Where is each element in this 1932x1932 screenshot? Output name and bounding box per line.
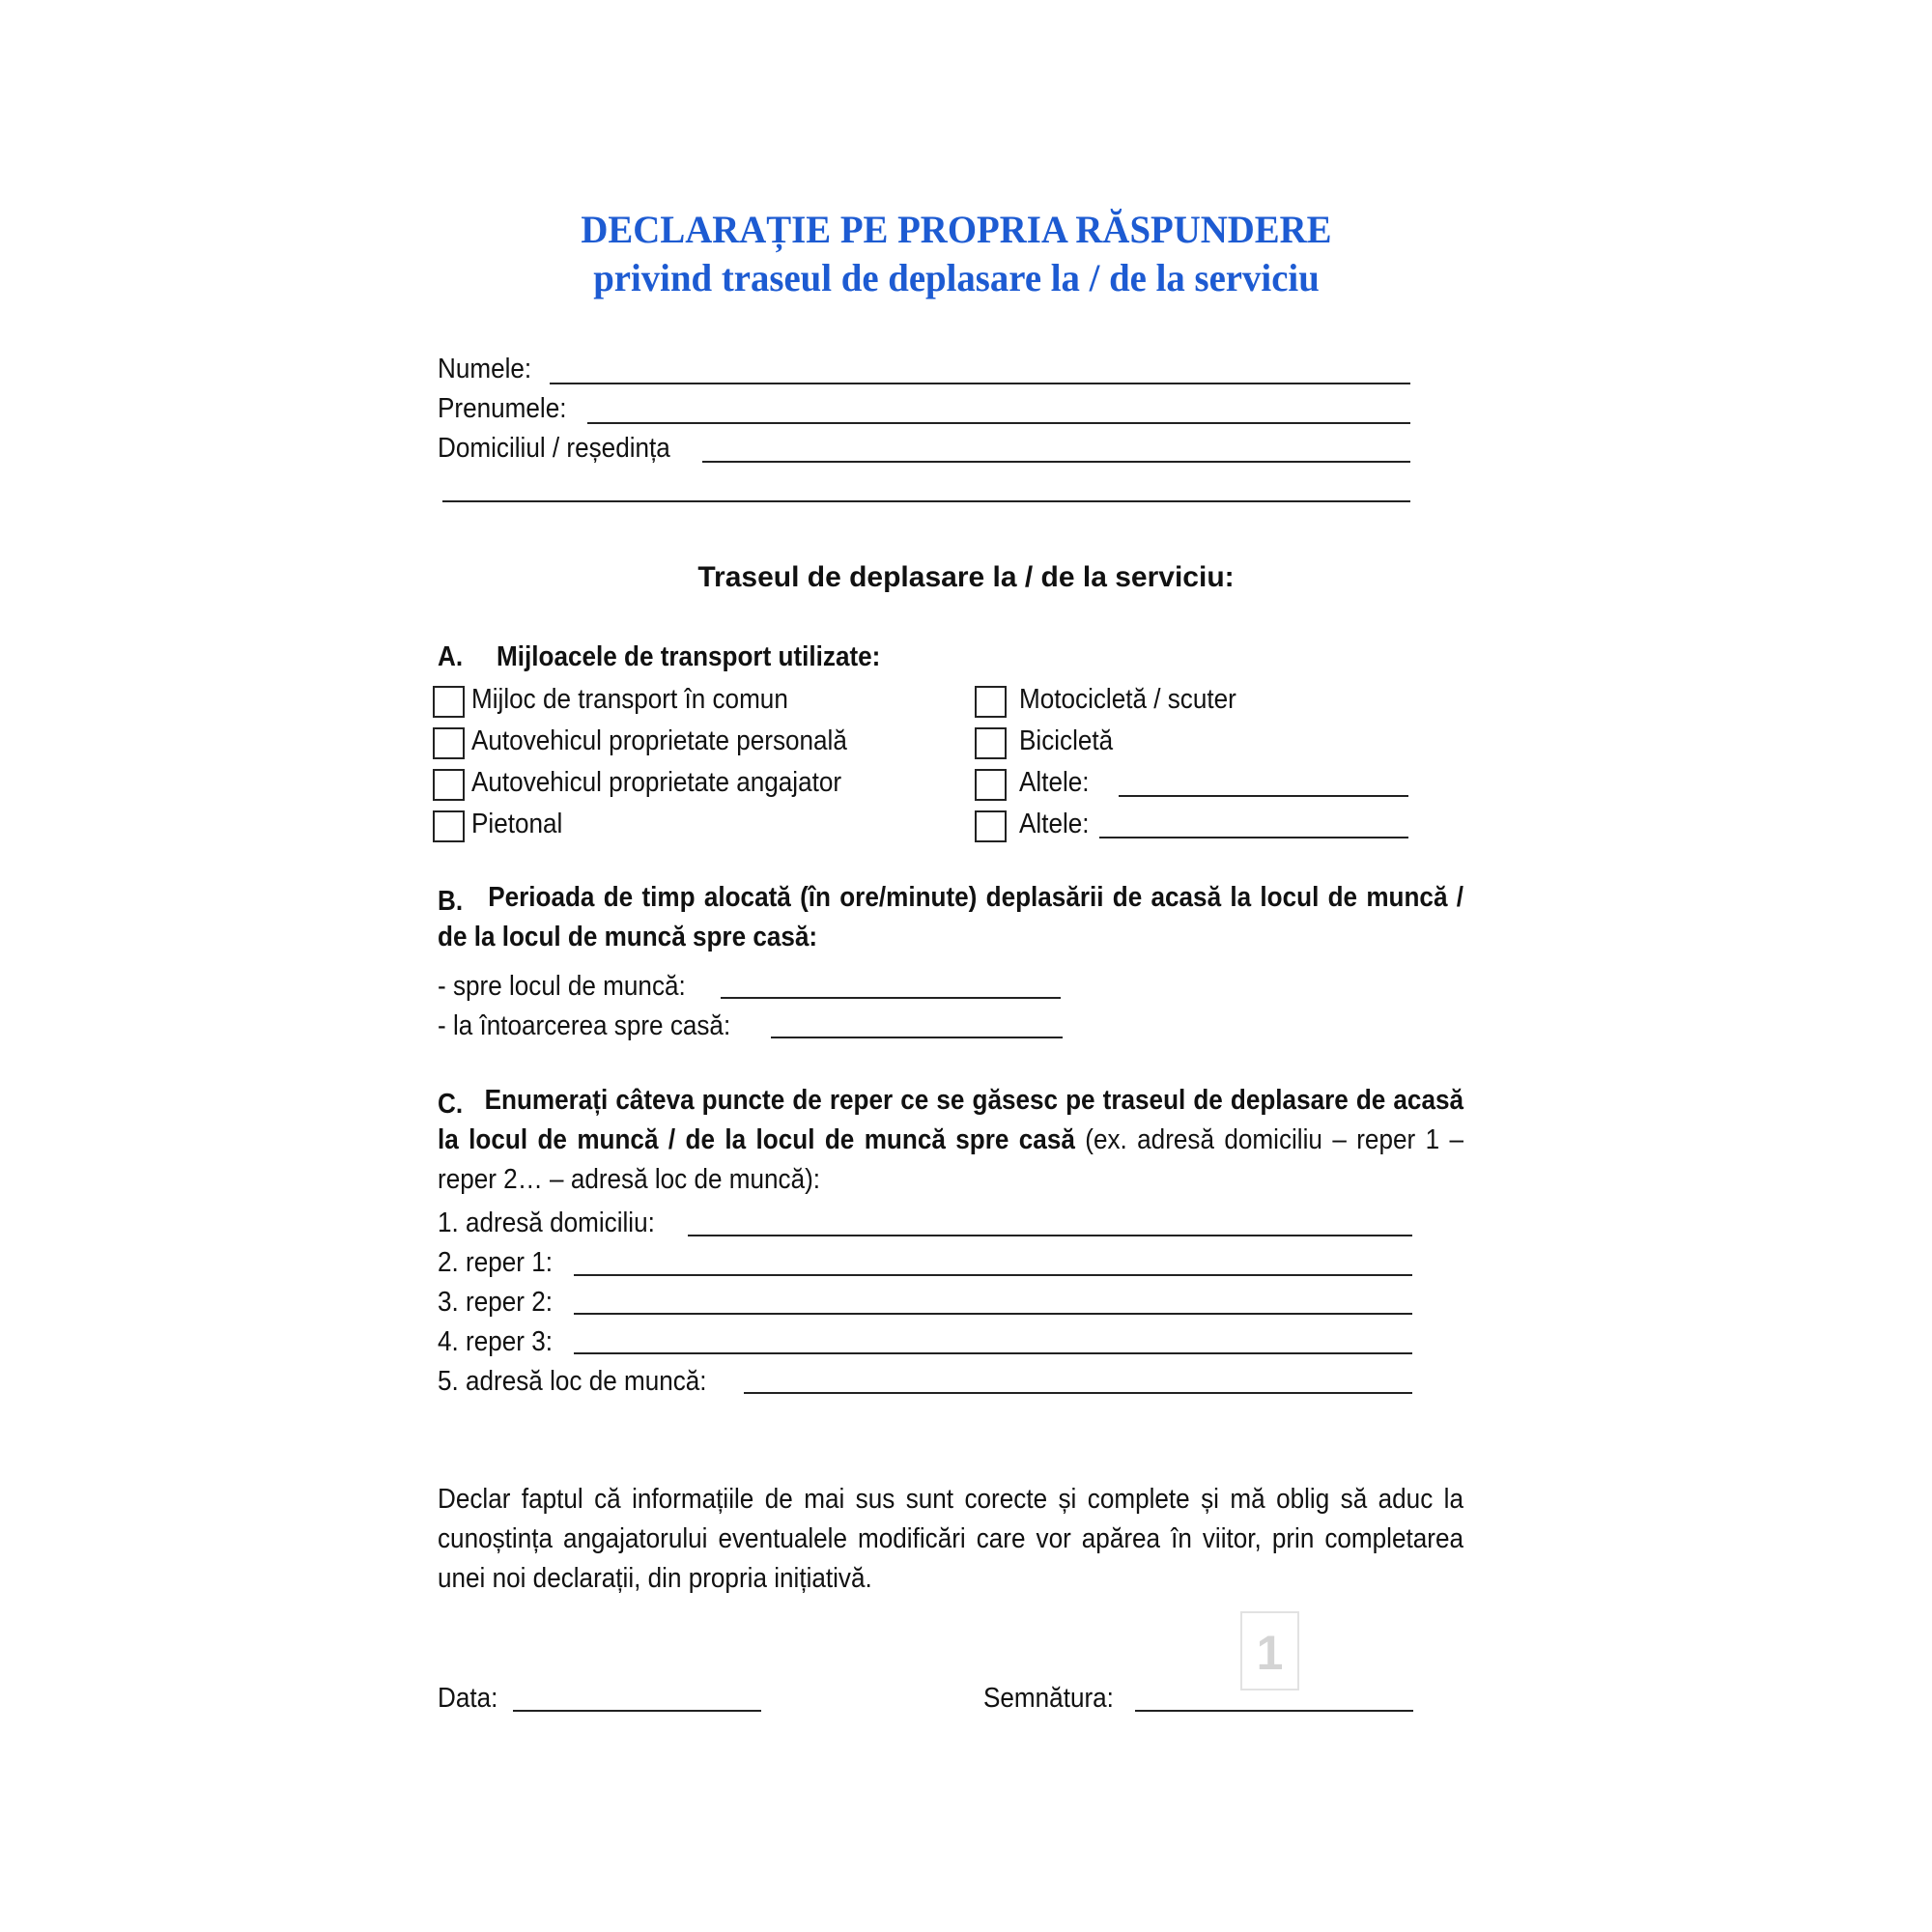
route-item-label: 5. adresă loc de muncă: bbox=[438, 1366, 707, 1397]
option-other-1-label: Altele: bbox=[1019, 767, 1090, 798]
first-name-field[interactable] bbox=[587, 422, 1410, 424]
to-home-field[interactable] bbox=[771, 1037, 1063, 1038]
section-c-heading-example: (ex. adresă domiciliu – reper 1 – reper 2… – adresă loc de muncă): bbox=[438, 1124, 1464, 1195]
checkbox-employer-vehicle[interactable] bbox=[433, 769, 465, 801]
option-other-2-label: Altele: bbox=[1019, 809, 1090, 839]
checkbox-other-1[interactable] bbox=[975, 769, 1007, 801]
checkbox-other-2[interactable] bbox=[975, 810, 1007, 842]
checkbox-motorcycle[interactable] bbox=[975, 686, 1007, 718]
other-2-field[interactable] bbox=[1099, 837, 1408, 838]
option-bicycle-label: Bicicletă bbox=[1019, 725, 1114, 756]
declaration-text: Declar faptul că informațiile de mai sus sunt corecte și complete și mă oblig să aduc la cunoștința angajatorului eventualele modificări care vor apărea în viitor, prin completarea unei noi declarații, din propria inițiativă. bbox=[438, 1484, 1463, 1594]
address-field[interactable] bbox=[702, 461, 1410, 463]
to-work-label: - spre locul de muncă: bbox=[438, 971, 686, 1002]
route-item-field-landmark-2[interactable] bbox=[574, 1313, 1412, 1315]
address-field-line2[interactable] bbox=[442, 500, 1410, 502]
checkbox-personal-vehicle[interactable] bbox=[433, 727, 465, 759]
route-item-field-work-address[interactable] bbox=[744, 1392, 1412, 1394]
name-field[interactable] bbox=[550, 383, 1410, 384]
other-1-field[interactable] bbox=[1119, 795, 1408, 797]
first-name-label: Prenumele: bbox=[438, 393, 567, 424]
section-a-heading: Mijloacele de transport utilizate: bbox=[497, 641, 881, 672]
document-title: DECLARAȚIE PE PROPRIA RĂSPUNDERE bbox=[581, 208, 1332, 251]
option-personal-vehicle-label: Autovehicul proprietate personală bbox=[471, 725, 847, 756]
route-item-field-landmark-1[interactable] bbox=[574, 1274, 1412, 1276]
route-item-label: 3. reper 2: bbox=[438, 1287, 553, 1318]
option-public-transport-label: Mijloc de transport în comun bbox=[471, 684, 788, 715]
checkbox-pedestrian[interactable] bbox=[433, 810, 465, 842]
address-label: Domiciliul / reședința bbox=[438, 433, 670, 464]
checkbox-public-transport[interactable] bbox=[433, 686, 465, 718]
name-label: Numele: bbox=[438, 354, 532, 384]
route-heading: Traseul de deplasare la / de la serviciu: bbox=[697, 561, 1235, 593]
section-c-heading bbox=[438, 1081, 1463, 1200]
route-item-label: 1. adresă domiciliu: bbox=[438, 1208, 655, 1238]
option-employer-vehicle-label: Autovehicul proprietate angajator bbox=[471, 767, 842, 798]
to-home-label: - la întoarcerea spre casă: bbox=[438, 1010, 731, 1041]
route-item-label: 2. reper 1: bbox=[438, 1247, 553, 1278]
option-pedestrian-label: Pietonal bbox=[471, 809, 563, 839]
route-item-field-landmark-3[interactable] bbox=[574, 1352, 1412, 1354]
option-motorcycle-label: Motocicletă / scuter bbox=[1019, 684, 1236, 715]
route-item-label: 4. reper 3: bbox=[438, 1326, 553, 1357]
section-c-heading-bold: Enumerați câteva puncte de reper ce se găsesc pe traseul de deplasare de acasă la locul de muncă / de la locul de muncă spre casă bbox=[438, 1085, 1464, 1155]
signature-label: Semnătura: bbox=[983, 1683, 1114, 1714]
date-label: Data: bbox=[438, 1683, 498, 1714]
to-work-field[interactable] bbox=[721, 997, 1061, 999]
document-subtitle: privind traseul de deplasare la / de la serviciu bbox=[593, 256, 1320, 299]
section-c-letter: C. bbox=[438, 1089, 464, 1120]
section-b-heading: Perioada de timp alocată (în ore/minute) deplasării de acasă la locul de muncă / de la locul de muncă spre casă: bbox=[438, 882, 1463, 952]
signature-field[interactable] bbox=[1135, 1710, 1413, 1712]
date-field[interactable] bbox=[513, 1710, 761, 1712]
section-a-letter: A. bbox=[438, 641, 464, 672]
route-item-field-home-address[interactable] bbox=[688, 1235, 1412, 1236]
page-number-badge: 1 bbox=[1240, 1611, 1299, 1690]
checkbox-bicycle[interactable] bbox=[975, 727, 1007, 759]
section-b-letter: B. bbox=[438, 886, 464, 917]
